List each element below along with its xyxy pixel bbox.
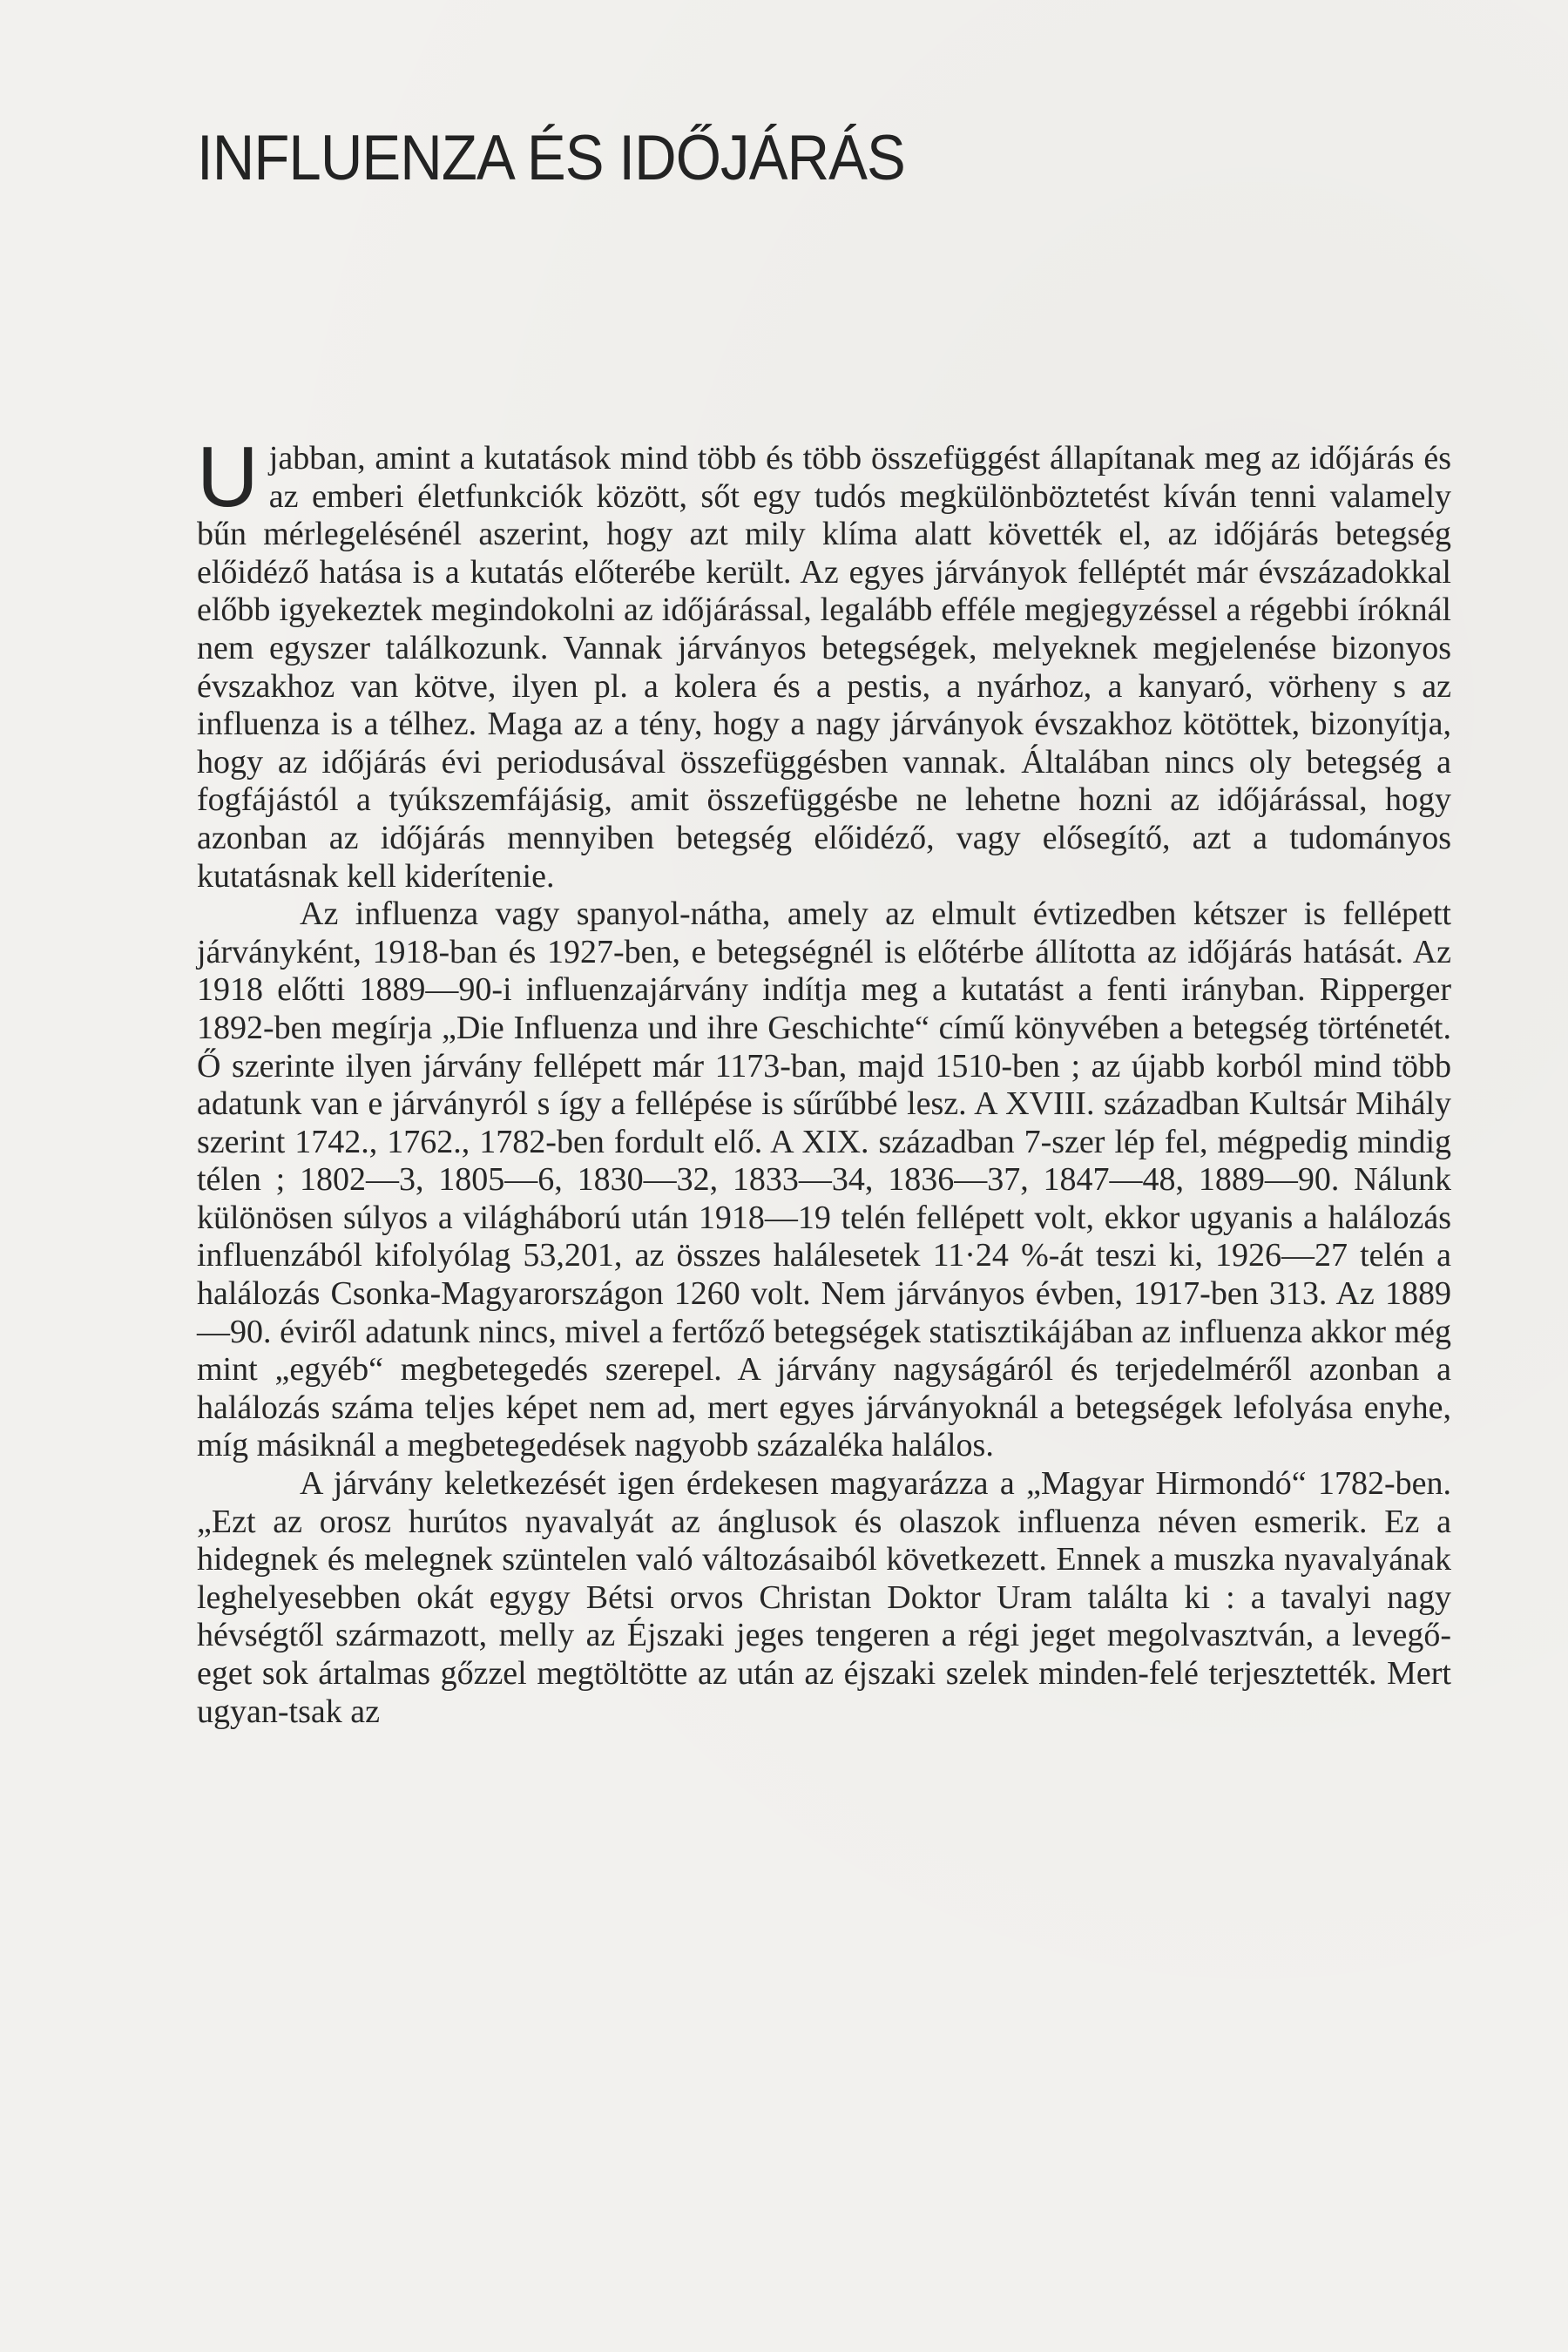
drop-cap-letter: U [197, 429, 259, 524]
paragraph-1-text: jabban, amint a kutatások mind több és több összefüggést állapítanak meg az időjárás és az emberi életfunkciók között, sőt egy tudós megkülönböztetést kíván tenni valamely bűn mérlegelésénél aszerint, hogy azt mily klíma alatt követték el, az időjárás betegség előidéző hatása is a kutatás előterébe került. Az egyes járványok felléptét már évszázadokkal előbb igyekeztek megindokolni az időjárással, legalább efféle megjegyzéssel a régebbi íróknál nem egyszer találkozunk. Vannak járványos betegségek, melyeknek megjelenése bizonyos évszakhoz van kötve, ilyen pl. a kolera és a pestis, a nyárhoz, a kanyaró, vörheny s az influenza is a télhez. Maga az a tény, hogy a nagy járványok évszakhoz kötöttek, bizonyítja, hogy az időjárás évi periodusával összefüggésben vannak. Általában nincs oly betegség a fogfájástól a tyúkszemfájásig, amit összefüggésbe ne lehetne hozni az időjárással, hogy azonban az időjárás mennyiben betegség előidéző, vagy elősegítő, azt a tudományos kutatásnak kell kiderítenie. [197, 440, 1451, 895]
paragraph-2: Az influenza vagy spanyol-nátha, amely az elmult évtizedben kétszer is fellépett járványként, 1918-ban és 1927-ben, e betegségnél is előtérbe állította az időjárás hatását. Az 1918 előtti 1889—90-i influenzajárvány indítja meg a kutatást a fenti irányban. Ripperger 1892-ben megírja „Die Influenza und ihre Geschichte“ című könyvében a betegség történetét. Ő szerinte ilyen járvány fellépett már 1173-ban, majd 1510-ben ; az újabb korból mind több adatunk van e járványról s így a fellépése is sűrűbbé lesz. A XVIII. században Kultsár Mihály szerint 1742., 1762., 1782-ben fordult elő. A XIX. században 7-szer lép fel, mégpedig mindig télen ; 1802—3, 1805—6, 1830—32, 1833—34, 1836—37, 1847—48, 1889—90. Nálunk különösen súlyos a világháború után 1918—19 telén fellépett volt, ekkor ugyanis a halálozás influenzából kifolyólag 53,201, az összes halálesetek 11·24 %-át teszi ki, 1926—27 telén a halálozás Csonka-Magyarországon 1260 volt. Nem járványos évben, 1917-ben 313. Az 1889—90. éviről adatunk nincs, mivel a fertőző betegségek statisztikájában az influenza akkor még mint „egyéb“ megbetegedés szerepel. A járvány nagyságáról és terjedelméről azonban a halálozás száma teljes képet nem ad, mert egyes járványoknál a betegségek lefolyása enyhe, míg másiknál a megbetegedések nagyobb százaléka halálos. [197, 896, 1451, 1464]
article-body [197, 429, 1451, 1731]
article-title: INFLUENZA ÉS IDŐJÁRÁS [197, 123, 905, 193]
paragraph-1 [197, 429, 1451, 896]
paragraph-3: A járvány keletkezését igen érdekesen magyarázza a „Magyar Hirmondó“ 1782-ben. „Ezt az orosz hurútos nyavalyát az ánglusok és olaszok influenza néven esmerik. Ez a hidegnek és melegnek szüntelen való változásaiból következett. Ennek a muszka nyavalyának leghelyesebben okát egygy Bétsi orvos Christan Doktor Uram találta ki : a tavalyi nagy hévségtől származott, melly az Éjszaki jeges tengeren a régi jeget megolvasztván, a levegő-eget sok ártalmas gőzzel megtöltötte az után az éjszaki szelek minden-felé terjesztették. Mert ugyan-tsak az [197, 1465, 1451, 1730]
